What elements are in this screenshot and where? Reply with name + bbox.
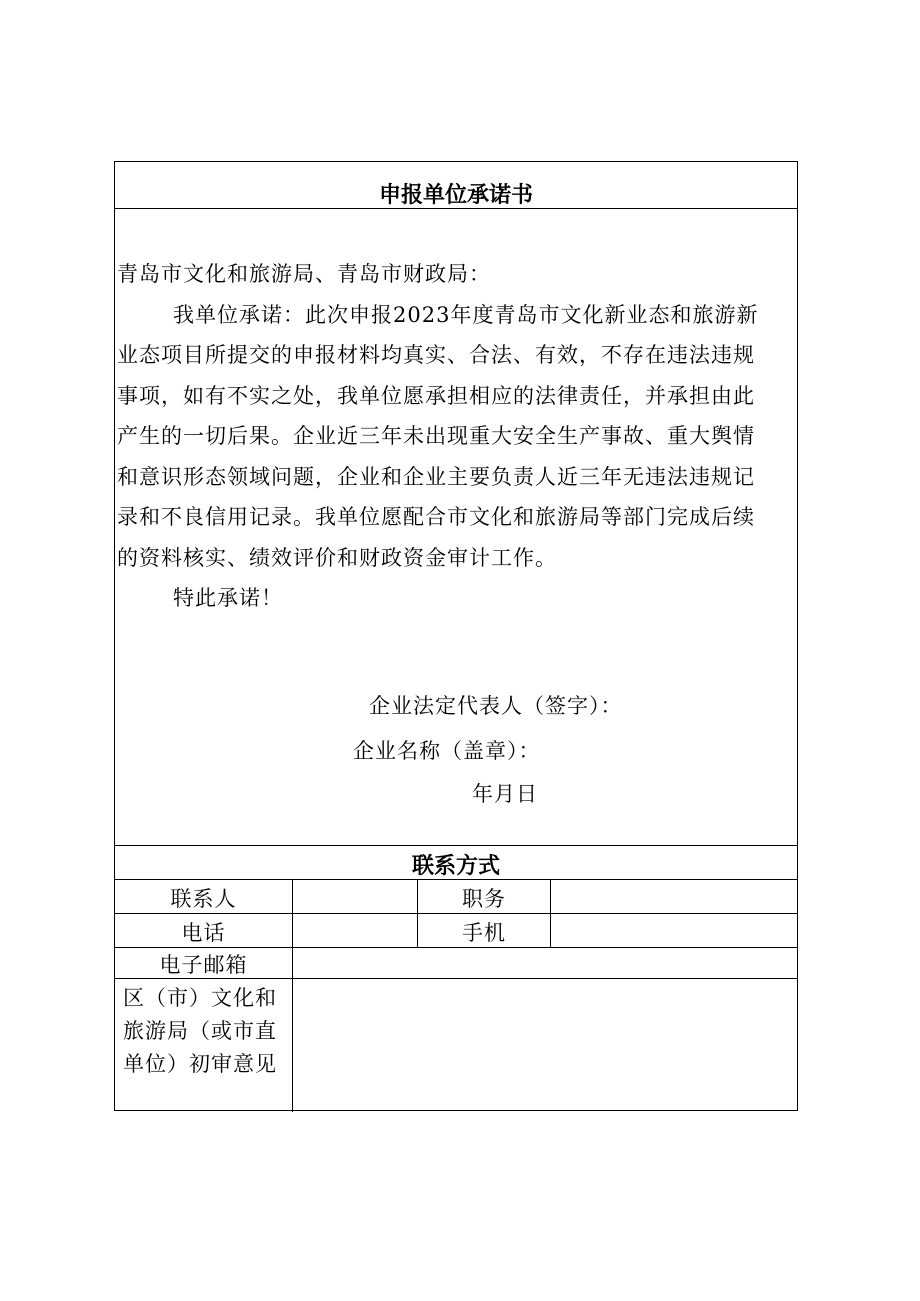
commitment-body [117,254,797,619]
opinion-label-line: 区（市）文化和 [123,986,277,1010]
body-line: 录和不良信用记录。我单位愿配合市文化和旅游局等部门完成后续 [117,505,755,529]
position-label: 职务 [462,887,506,911]
email-label: 电子邮箱 [159,953,248,977]
position-field[interactable] [551,883,797,909]
email-field[interactable] [293,949,797,975]
body-line: 的资料核实、绩效评价和财政资金审计工作。 [117,545,557,570]
contact-section-title: 联系方式 [411,854,500,879]
divider [115,208,797,209]
legal-rep-signature-label: 企业法定代表人（签字）： [369,694,623,718]
body-line: 和意识形态领域问题，企业和企业主要负责人近三年无违法违规记 [117,464,755,489]
phone-field[interactable] [293,917,417,943]
divider [115,879,797,880]
form-title: 申报单位承诺书 [378,183,533,208]
mobile-label: 手机 [462,921,506,945]
commitment-form [114,161,798,1111]
body-line: 我单位承诺：此次申报2023年度青岛市文化新业态和旅游新 [173,302,759,327]
commitment-paragraph [117,295,797,579]
phone-label: 电话 [181,921,226,945]
contact-person-label: 联系人 [170,887,237,911]
preliminary-opinion-label [123,982,277,1081]
mobile-field[interactable] [551,917,797,943]
preliminary-opinion-field[interactable] [293,980,797,1110]
opinion-label-line: 单位）初审意见 [123,1052,277,1076]
opinion-label-line: 旅游局（或市直 [123,1019,277,1043]
body-line: 业态项目所提交的申报材料均真实、合法、有效，不存在违法违规 [117,343,755,367]
company-seal-label: 企业名称（盖章）： [353,739,541,763]
divider [115,947,797,948]
closing-statement: 特此承诺！ [173,586,283,610]
body-line: 产生的一切后果。企业近三年未出现重大安全生产事故、重大舆情 [117,424,755,448]
divider [115,845,797,846]
contact-person-field[interactable] [293,883,417,909]
divider [115,913,797,914]
date-label: 年月日 [472,782,538,806]
body-line: 事项，如有不实之处，我单位愿承担相应的法律责任，并承担由此 [117,383,755,408]
addressee: 青岛市文化和旅游局、青岛市财政局： [117,262,491,286]
